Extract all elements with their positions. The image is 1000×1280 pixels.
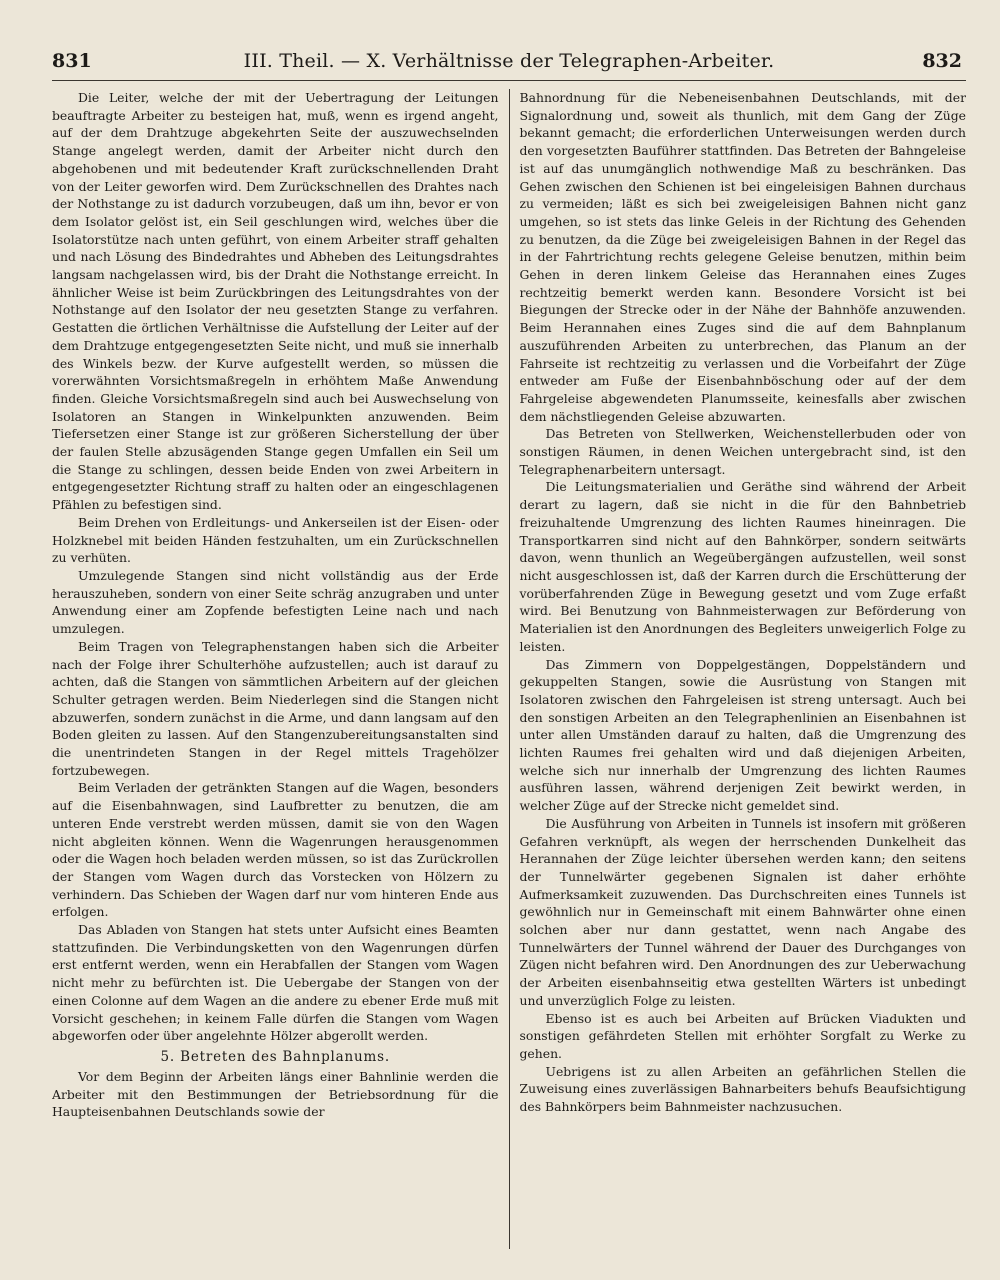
page-number-left: 831 bbox=[52, 50, 92, 72]
right-column bbox=[509, 89, 967, 1249]
paragraph: Das Abladen von Stangen hat stets unter Aufsicht eines Beamten stattzufinden. Die Verbindungsketten von den Wagenrungen dürfen erst entfernt werden, wenn ein Herabfallen der Stangen vom Wagen nicht mehr zu befürchten ist. Die Uebergabe der Stangen von der einen Colonne auf dem Wagen an die andere zu ebener Erde muß mit Vorsicht geschehen; in keinem Falle dürfen die Stangen vom Wagen abgeworfen oder über angelehnte Hölzer abgerollt werden. bbox=[52, 922, 499, 1044]
paragraph: Beim Tragen von Telegraphenstangen haben sich die Arbeiter nach der Folge ihrer Schulterhöhe aufzustellen; auch ist darauf zu achten, daß die Stangen von sämmtlichen Arbeitern auf der gleichen Schulter getragen werden. Beim Niederlegen sind die Stangen nicht abzuwerfen, sondern zunächst in die Arme, und dann langsam auf den Boden gleiten zu lassen. Auf den Stangenzubereitungsanstalten sind die unentrindeten Stangen in der Regel mittels Tragehölzer fortzubewegen. bbox=[52, 638, 499, 778]
paragraph: Umzulegende Stangen sind nicht vollständig aus der Erde herauszuheben, sondern von einer Seite schräg anzugraben und unter Anwendung einer am Zopfende befestigten Leine nach und nach umzulegen. bbox=[52, 567, 499, 637]
paragraph: Das Zimmern von Doppelgestängen, Doppelständern und gekuppelten Stangen, sowie die Ausrüstung von Stangen mit Isolatoren zwischen den Fahrgeleisen ist streng untersagt. Auch bei den sonstigen Arbeiten an den Telegraphenlinien an Eisenbahnen ist unter allen Umständen darauf zu halten, daß die Umgrenzung des lichten Raumes frei gehalten wird und daß diejenigen Arbeiten, welche sich nur innerhalb der Umgrenzung des lichten Raumes ausführen lassen, während derjenigen Zeit bewirkt werden, in welcher Züge auf der Strecke nicht gemeldet sind. bbox=[519, 656, 966, 814]
paragraph: Die Leiter, welche der mit der Uebertragung der Leitungen beauftragte Arbeiter zu besteigen hat, muß, wenn es irgend angeht, auf der dem Drahtzuge abgekehrten Seite der auszuwechselnden Stange angelegt werden, damit der Arbeiter nicht durch den abgehobenen und mit bedeutender Kraft zurückschnellenden Draht von der Leiter geworfen wird. Dem Zurückschnellen des Drahtes nach der Nothstange zu ist dadurch vorzubeugen, daß um ihn, bevor er von dem Isolator gelöst ist, ein Seil geschlungen wird, welches über die Isolatorstütze nach unten geführt, von einem Arbeiter straff gehalten und nach Lösung des Bindedrahtes und Abheben des Leitungsdrahtes langsam nachgelassen wird, bis der Draht die Nothstange erreicht. In ähnlicher Weise ist beim Zurückbringen des Leitungsdrahtes von der Nothstange auf den Isolator der neu gesetzten Stange zu verfahren. Gestatten die örtlichen Verhältnisse die Aufstellung der Leiter auf der dem Drahtzuge entgegengesetzten Seite nicht, und muß sie innerhalb des Winkels bezw. der Kurve aufgestellt werden, so müssen die vorerwähnten Vorsichtsmaßregeln in erhöhtem Maße Anwendung finden. Gleiche Vorsichtsmaßregeln sind auch bei Auswechselung von Isolatoren an Stangen in Winkelpunkten anzuwenden. Beim Tiefersetzen einer Stange ist zur größeren Sicherstellung der über der faulen Stelle abzusägenden Stange gegen Umfallen ein Seil um die Stange zu schlingen, dessen beide Enden von zwei Arbeitern in entgegengesetzter Richtung straff zu halten oder an eingeschlagenen Pfählen zu befestigen sind. bbox=[52, 90, 499, 513]
section-heading: 5. Betreten des Bahnplanums. bbox=[160, 1048, 390, 1065]
paragraph: Uebrigens ist zu allen Arbeiten an gefährlichen Stellen die Zuweisung eines zuverlässigen Bahnarbeiters behufs Beaufsichtigung des Bahnkörpers beim Bahnmeister nachzusuchen. bbox=[519, 1063, 966, 1115]
paragraph: Beim Verladen der getränkten Stangen auf die Wagen, besonders auf die Eisenbahnwagen, sind Laufbretter zu benutzen, die am unteren Ende verstrebt werden müssen, damit sie von den Wagen nicht abgleiten können. Wenn die Wagenrungen herausgenommen oder die Wagen hoch beladen werden müssen, so ist das Zurückrollen der Stangen vom Wagen durch das Vorstecken von Hölzern zu verhindern. Das Schieben der Wagen darf nur vom hinteren Ende aus erfolgen. bbox=[52, 780, 499, 920]
page-number-right: 832 bbox=[922, 50, 962, 72]
text-columns bbox=[52, 89, 966, 1249]
running-header bbox=[52, 44, 966, 81]
paragraph-continued: Bahnordnung für die Nebeneisenbahnen Deutschlands, mit der Signalordnung und, soweit als thunlich, mit dem Gang der Züge bekannt gemacht; die erforderlichen Unterweisungen werden durch den vorgesetzten Bauführer stattfinden. Das Betreten der Bahngeleise ist auf das unumgänglich nothwendige Maß zu beschränken. Das Gehen zwischen den Schienen ist bei eingeleisigen Bahnen durchaus zu vermeiden; läßt es sich bei zweigeleisigen Bahnen nicht ganz umgehen, so ist stets das linke Geleis in der Richtung des Gehenden zu benutzen, da die Züge bei zweigeleisigen Bahnen in der Regel das in der Fahrtrichtung rechts gelegene Geleise benutzen, mithin beim Gehen in deren linkem Geleise das Herannahen eines Zuges rechtzeitig bemerkt werden kann. Besondere Vorsicht ist bei Biegungen der Strecke oder in der Nähe der Bahnhöfe anzuwenden. Beim Herannahen eines Zuges sind die auf dem Bahnplanum auszuführenden Arbeiten zu unterbrechen, das Planum an der Fahrseite ist rechtzeitig zu verlassen und die Vorbeifahrt der Züge entweder am Fuße der Eisenbahnböschung oder auf der dem Fahrgeleise abgewendeten Planumsseite, keinesfalls aber zwischen dem nächstliegenden Geleise abzuwarten. bbox=[519, 90, 966, 424]
paragraph: Ebenso ist es auch bei Arbeiten auf Brücken Viadukten und sonstigen gefährdeten Stellen mit erhöhter Sorgfalt zu Werke zu gehen. bbox=[519, 1010, 966, 1061]
left-column bbox=[52, 89, 509, 1249]
paragraph: Die Ausführung von Arbeiten in Tunnels ist insofern mit größeren Gefahren verknüpft, als wegen der herrschenden Dunkelheit das Herannahen der Züge leichter übersehen werden kann; den seitens der Tunnelwärter gegebenen Signalen ist daher erhöhte Aufmerksamkeit zuzuwenden. Das Durchschreiten eines Tunnels ist gewöhnlich nur in Gemeinschaft mit einem Bahnwärter ohne einen solchen aber nur dann gestattet, wenn nach Angabe des Tunnelwärters der Tunnel während der Dauer des Durchganges von Zügen nicht befahren wird. Den Anordnungen des zur Ueberwachung der Arbeiten eisenbahnseitig etwa gestellten Wärters ist unbedingt und unverzüglich Folge zu leisten. bbox=[519, 815, 966, 1008]
paragraph: Die Leitungsmaterialien und Geräthe sind während der Arbeit derart zu lagern, daß sie nicht in die für den Bahnbetrieb freizuhaltende Umgrenzung des lichten Raumes hineinragen. Die Transportkarren sind nicht auf den Bahnkörper, sondern seitwärts davon, wenn thunlich an Wegeübergängen aufzustellen, weil sonst nicht ausgeschlossen ist, daß der Karren durch die Erschütterung der vorüberfahrenden Züge in Bewegung gesetzt und vom Zuge erfaßt wird. Bei Benutzung von Bahnmeisterwagen zur Beförderung von Materialien ist den Anordnungen des Begleiters unweigerlich Folge zu leisten. bbox=[519, 479, 966, 654]
paragraph: Beim Drehen von Erdleitungs- und Ankerseilen ist der Eisen- oder Holzknebel mit beiden Händen festzuhalten, um ein Zurückschnellen zu verhüten. bbox=[52, 514, 499, 566]
running-title: III. Theil. — X. Verhältnisse der Telegraphen-Arbeiter. bbox=[243, 50, 775, 72]
paragraph: Das Betreten von Stellwerken, Weichenstellerbuden oder von sonstigen Räumen, in denen Weichen untergebracht sind, ist den Telegraphenarbeitern untersagt. bbox=[519, 426, 966, 477]
paragraph: Vor dem Beginn der Arbeiten längs einer Bahnlinie werden die Arbeiter mit den Bestimmungen der Betriebsordnung für die Haupteisenbahnen Deutschlands sowie der bbox=[52, 1068, 499, 1120]
